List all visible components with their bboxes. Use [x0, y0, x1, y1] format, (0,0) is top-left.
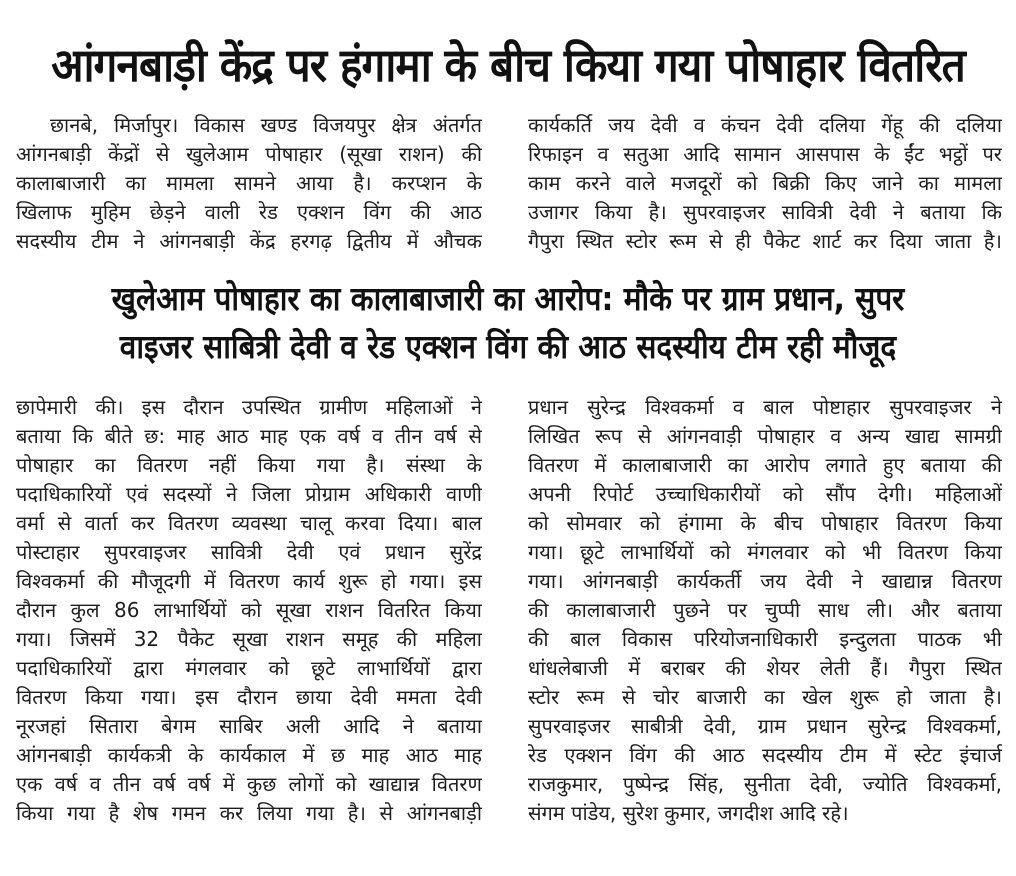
text-line: कालाबाजारी का मामला सामने आया है। करप्शन के [16, 171, 482, 195]
main-headline: आंगनबाड़ी केंद्र पर हंगामा के बीच किया गया पोषाहार वितरित [51, 38, 965, 92]
text-line: स्टोर रूम से चोर बाजारी का खेल शुरू हो जाता है। [528, 685, 1002, 709]
text-line: दौरान कुल 86 लाभार्थियों को सूखा राशन वितरित किया [16, 598, 482, 622]
text-line: बताया कि बीते छ: माह आठ माह एक वर्ष व तीन वर्ष से [16, 424, 482, 448]
text-line: राजकुमार, पुष्पेन्द्र सिंह, सुनीता देवी, ज्योति विश्वकर्मा, [528, 772, 1002, 796]
text-line: वितरण में कालाबाजारी का आरोप लगाते हुए बताया की [528, 453, 1002, 477]
text-line: की बाल विकास परियोजनाधिकारी इन्दुलता पाठक भी [528, 627, 1002, 651]
text-line: किया गया है शेष गमन कर लिया गया है। से आंगनबाड़ी [16, 801, 482, 825]
text-line: रिफाइन व सतुआ आदि सामान आसपास के ईंट भट्ठों पर [528, 142, 1002, 166]
text-line: धांधलेबाजी में बराबर की शेयर लेती हैं। गैपुरा स्थित [528, 656, 1002, 680]
article-column-top-right [528, 111, 1002, 256]
text-line: वितरण किया गया। इस दौरान छाया देवी ममता देवी [16, 685, 482, 709]
text-line: प्रधान सुरेन्द्र विश्वकर्मा व बाल पोष्टाहार सुपरवाइजर ने [528, 395, 1002, 419]
article-column-bottom-right [528, 393, 1002, 828]
text-line: विश्वकर्मा की मौजूदगी में वितरण कार्य शुरू हो गया। इस [16, 569, 482, 593]
text-line: छापेमारी की। इस दौरान उपस्थित ग्रामीण महिलाओं ने [16, 395, 482, 419]
text-line: रेड एक्शन विंग की आठ सदस्यीय टीम में स्टेट इंचार्ज [528, 743, 1002, 767]
sub-headline-line: खुलेआम पोषाहार का कालाबाजारी का आरोप: मौके पर ग्राम प्रधान, सुपर [111, 279, 905, 318]
text-line: पदाधिकारियों द्वारा मंगलवार को छूटे लाभार्थियों द्वारा [16, 656, 482, 680]
text-line: लिखित रूप से आंगनवाड़ी पोषाहार व अन्य खाद्य सामग्री [528, 424, 1002, 448]
text-line: वर्मा से वार्ता कर वितरण व्यवस्था चालू करवा दिया। बाल [16, 511, 482, 535]
text-line: को सोमवार को हंगामा के बीच पोषाहार वितरण किया [528, 511, 1002, 535]
text-line: छानबे, मिर्जापुर। विकास खण्ड विजयपुर क्षेत्र अंतर्गत [50, 113, 482, 137]
sub-headline-line: वाइजर साबित्री देवी व रेड एक्शन विंग की आठ सदस्यीय टीम रही मौजूद [119, 327, 897, 366]
text-line: गया। छूटे लाभार्थियों को मंगलवार को भी वितरण किया [528, 540, 1002, 564]
text-line: सुपरवाइजर साबीत्री देवी, ग्राम प्रधान सुरेन्द्र विश्वकर्मा, [528, 714, 1002, 738]
article-column-top-left [16, 111, 482, 256]
article-column-bottom-left [16, 393, 482, 828]
text-line: गया। जिसमें 32 पैकेट सूखा राशन समूह की महिला [16, 627, 482, 651]
text-line: खिलाफ मुहिम छेड़ने वाली रेड एक्शन विंग की आठ [16, 200, 482, 224]
text-line: आंगनबाड़ी कार्यकत्री के कार्यकाल में छ माह आठ माह [16, 743, 482, 767]
text-line: गया। आंगनबाड़ी कार्यकर्ती जय देवी ने खाद्यान्न वितरण [528, 569, 1002, 593]
text-line: गैपुरा स्थित स्टोर रूम से ही पैकेट शार्ट कर दिया जाता है। [528, 229, 1002, 253]
sub-headline [10, 275, 1006, 371]
text-line: पदाधिकारियों एवं सदस्यों ने जिला प्रोग्राम अधिकारी वाणी [16, 482, 482, 506]
text-line: पोस्टाहार सुपरवाइजर सावित्री देवी एवं प्रधान सुरेंद्र [16, 540, 482, 564]
text-line: एक वर्ष व तीन वर्ष वर्ष में कुछ लोगों को खाद्यान्न वितरण [16, 772, 482, 796]
text-line: उजागर किया है। सुपरवाइजर सावित्री देवी ने बताया कि [528, 200, 1002, 224]
text-line: संगम पांडेय, सुरेश कुमार, जगदीश आदि रहे। [528, 801, 849, 825]
text-line: सदस्यीय टीम ने आंगनबाड़ी केंद्र हरगढ़ द्वितीय में औचक [16, 229, 482, 253]
text-line: आंगनबाड़ी केंद्रों से खुलेआम पोषाहार (सूखा राशन) की [16, 142, 482, 166]
text-line: की कालाबाजारी पुछने पर चुप्पी साध ली। और बताया [528, 598, 1002, 622]
text-line: अपनी रिपोर्ट उच्चाधिकारीयों को सौंप देगी। महिलाओं [528, 482, 1002, 506]
text-line: कार्यकर्ति जय देवी व कंचन देवी दलिया गेंहू की दलिया [528, 113, 1002, 137]
text-line: काम करने वाले मजदूरों को बिक्री किए जाने का मामला [528, 171, 1002, 195]
text-line: पोषाहार का वितरण नहीं किया गया है। संस्था के [16, 453, 482, 477]
text-line: नूरजहां सितारा बेगम साबिर अली आदि ने बताया [16, 714, 482, 738]
